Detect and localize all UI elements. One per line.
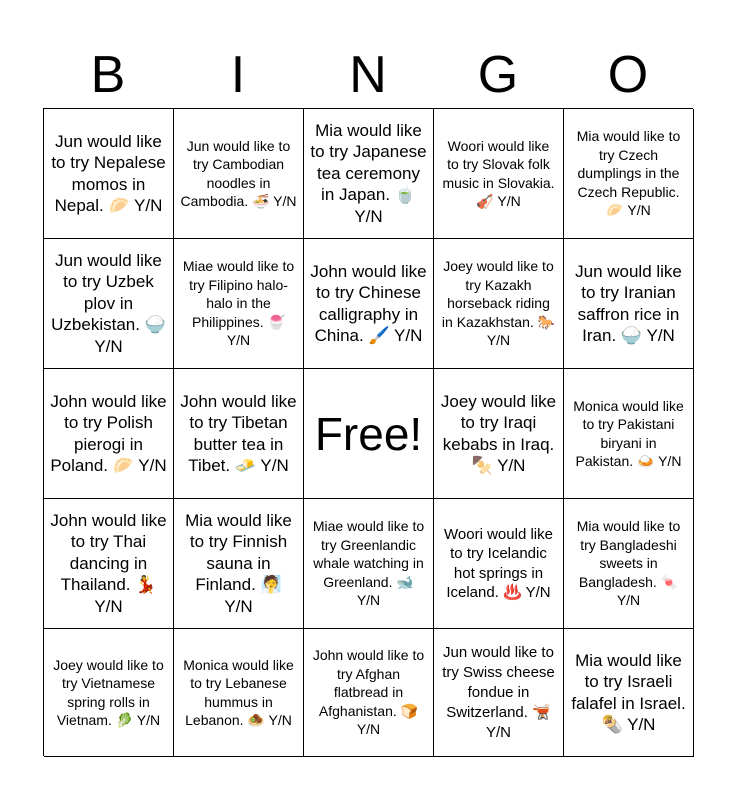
header-letter-g: G: [477, 46, 519, 104]
cell-text: John would like to try Polish pierogi in Poland. 🥟 Y/N: [50, 391, 167, 475]
bingo-cell[interactable]: [434, 499, 564, 629]
bingo-cell[interactable]: [564, 629, 694, 757]
cell-text: Jun would like to try Cambodian noodles in Cambodia. 🍜 Y/N: [180, 137, 297, 209]
cell-text: Mia would like to try Japanese tea ceremony in Japan. 🍵 Y/N: [310, 120, 427, 226]
bingo-cell[interactable]: [44, 369, 174, 499]
cell-text: Joey would like to try Vietnamese spring rolls in Vietnam. 🥬 Y/N: [53, 656, 164, 728]
bingo-cell[interactable]: [174, 369, 304, 499]
cell-text: Monica would like to try Pakistani biryani in Pakistan. 🍛 Y/N: [573, 397, 684, 469]
header-letter-i: I: [230, 46, 246, 104]
bingo-cell[interactable]: [304, 629, 434, 757]
bingo-cell[interactable]: [174, 109, 304, 239]
bingo-cell[interactable]: [434, 239, 564, 369]
cell-text: Jun would like to try Uzbek plov in Uzbekistan. 🍚 Y/N: [51, 250, 166, 356]
bingo-cell[interactable]: [44, 629, 174, 757]
bingo-cell[interactable]: [44, 499, 174, 629]
free-space[interactable]: [304, 369, 434, 499]
bingo-cell[interactable]: [44, 239, 174, 369]
bingo-cell[interactable]: [564, 499, 694, 629]
bingo-cell[interactable]: [304, 239, 434, 369]
cell-text: Woori would like to try Icelandic hot springs in Iceland. ♨️ Y/N: [444, 525, 553, 601]
bingo-cell[interactable]: [174, 629, 304, 757]
bingo-cell[interactable]: [564, 369, 694, 499]
bingo-cell[interactable]: [174, 499, 304, 629]
bingo-cell[interactable]: [564, 109, 694, 239]
cell-text: Jun would like to try Nepalese momos in Nepal. 🥟 Y/N: [51, 131, 166, 215]
bingo-cell[interactable]: [434, 369, 564, 499]
header-letter-o: O: [607, 46, 649, 104]
cell-text: Monica would like to try Lebanese hummus in Lebanon. 🧆 Y/N: [183, 656, 294, 728]
cell-text: John would like to try Thai dancing in Thailand. 💃 Y/N: [50, 510, 167, 616]
cell-text: Woori would like to try Slovak folk music in Slovakia. 🎻 Y/N: [442, 137, 555, 209]
cell-text: Mia would like to try Israeli falafel in Israel. 🌯 Y/N: [571, 650, 686, 734]
cell-text: Joey would like to try Kazakh horseback riding in Kazakhstan. 🐎 Y/N: [441, 258, 556, 349]
free-space-label: Free!: [314, 407, 423, 460]
cell-text: Miae would like to try Filipino halo-halo in the Philippines. 🍧 Y/N: [182, 258, 295, 349]
cell-text: Jun would like to try Swiss cheese fondue in Switzerland. 🫕 Y/N: [442, 643, 555, 741]
cell-text: Jun would like to try Iranian saffron rice in Iran. 🍚 Y/N: [575, 261, 682, 345]
bingo-cell[interactable]: [304, 109, 434, 239]
bingo-cell[interactable]: [434, 629, 564, 757]
header-letter-n: N: [349, 46, 387, 104]
cell-text: Mia would like to try Finnish sauna in Finland. 🧖 Y/N: [185, 510, 292, 616]
bingo-grid: [43, 108, 693, 756]
bingo-header: [43, 40, 693, 110]
bingo-cell[interactable]: [174, 239, 304, 369]
bingo-cell[interactable]: [564, 239, 694, 369]
cell-text: John would like to try Tibetan butter tea in Tibet. 🧈 Y/N: [180, 391, 297, 475]
cell-text: Mia would like to try Bangladeshi sweets in Bangladesh. 🍬 Y/N: [576, 518, 681, 609]
bingo-cell[interactable]: [304, 499, 434, 629]
cell-text: Miae would like to try Greenlandic whale watching in Greenland. 🐋 Y/N: [312, 518, 425, 609]
header-letter-b: B: [90, 46, 126, 104]
bingo-cell[interactable]: [44, 109, 174, 239]
cell-text: John would like to try Afghan flatbread in Afghanistan. 🍞 Y/N: [312, 647, 425, 738]
cell-text: Mia would like to try Czech dumplings in the Czech Republic. 🥟 Y/N: [576, 128, 681, 219]
cell-text: Joey would like to try Iraqi kebabs in Iraq. 🍢 Y/N: [440, 391, 557, 475]
bingo-cell[interactable]: [434, 109, 564, 239]
cell-text: John would like to try Chinese calligraphy in China. 🖌️ Y/N: [310, 261, 427, 345]
